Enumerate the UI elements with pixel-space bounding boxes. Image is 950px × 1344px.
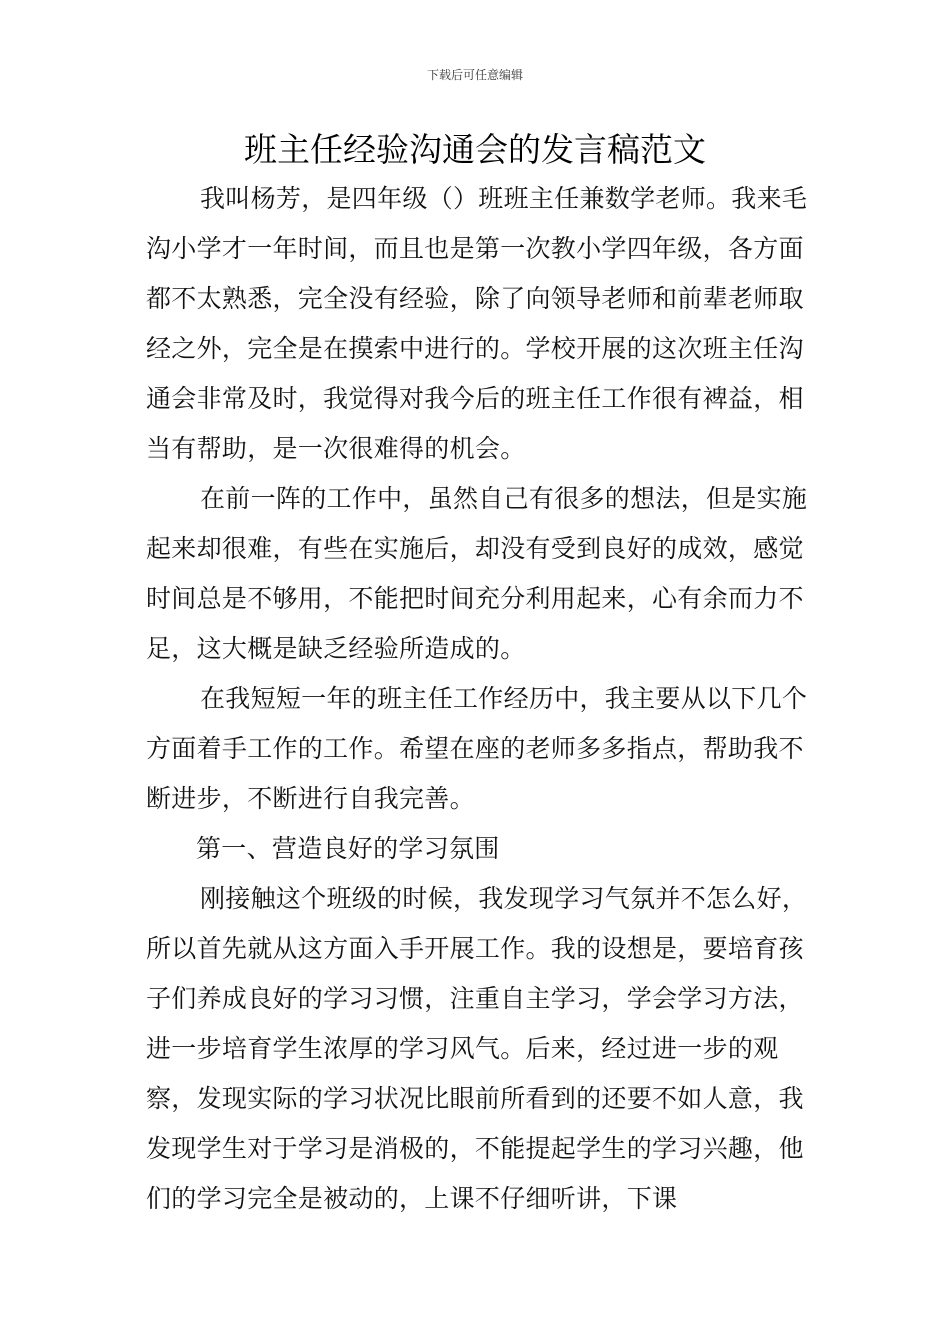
paragraph-experience: 在前一阵的工作中，虽然自己有很多的想法，但是实施起来却很难，有些在实施后，却没有受到良好的成效，感觉时间总是不够用，不能把时间充分利用起来，心有余而力不足，这大概是缺乏经验所造成的。 [146,484,808,663]
document-body [146,174,816,1224]
section-heading-first: 第一、营造良好的学习氛围 [196,834,500,863]
paragraph-atmosphere: 刚接触这个班级的时候，我发现学习气氛并不怎么好，所以首先就从这方面入手开展工作。我的设想是，要培育孩子们养成良好的学习习惯，注重自主学习，学会学习方法，进一步培育学生浓厚的学习风气。后来，经过进一步的观察，发现实际的学习状况比眼前所看到的还要不如人意，我发现学生对于学习是消极的，不能提起学生的学习兴趣，他们的学习完全是被动的，上课不仔细听讲，下课 [146,884,808,1213]
paragraph-approach: 在我短短一年的班主任工作经历中，我主要从以下几个方面着手工作的工作。希望在座的老师多多指点，帮助我不断进步，不断进行自我完善。 [146,684,808,813]
paragraph-intro: 我叫杨芳，是四年级（）班班主任兼数学老师。我来毛沟小学才一年时间，而且也是第一次教小学四年级，各方面都不太熟悉，完全没有经验，除了向领导老师和前辈老师取经之外，完全是在摸索中进行的。学校开展的这次班主任沟通会非常及时，我觉得对我今后的班主任工作很有裨益，相当有帮助，是一次很难得的机会。 [146,184,808,463]
document-title: 班主任经验沟通会的发言稿范文 [244,130,706,169]
header-note: 下载后可任意编辑 [426,68,523,82]
